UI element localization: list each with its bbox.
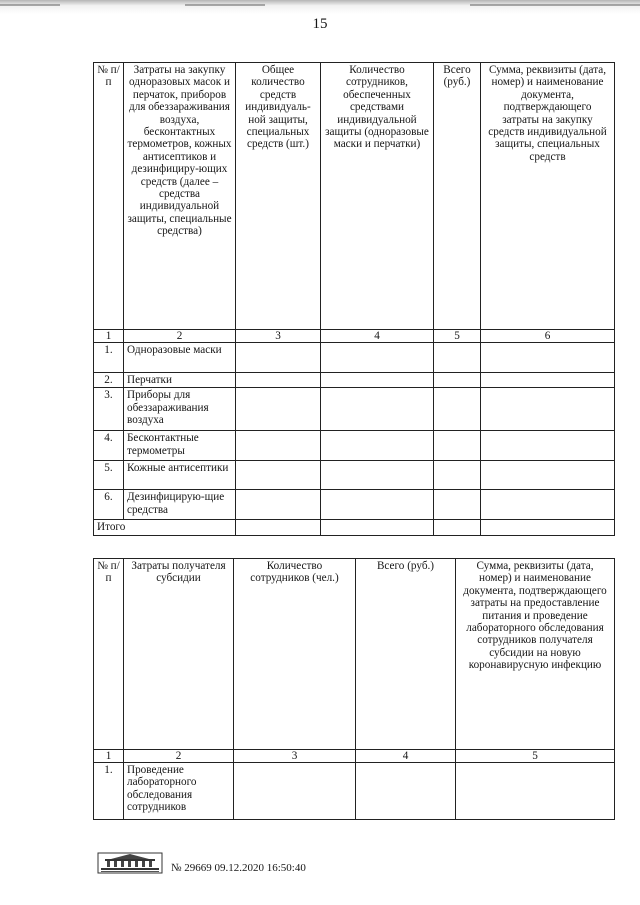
row-number: 1. <box>94 763 124 820</box>
column-number-row <box>94 750 615 763</box>
scan-artifact <box>185 4 265 6</box>
empty-cell <box>236 461 321 490</box>
empty-cell <box>234 763 356 820</box>
empty-cell <box>481 520 615 535</box>
empty-cell <box>456 763 615 820</box>
column-number: 4 <box>356 750 456 763</box>
empty-cell <box>434 388 481 431</box>
column-number: 4 <box>321 330 434 343</box>
empty-cell <box>321 520 434 535</box>
empty-cell <box>434 343 481 373</box>
empty-cell <box>236 490 321 520</box>
row-number: 4. <box>94 431 124 461</box>
empty-cell <box>236 431 321 461</box>
column-number: 5 <box>434 330 481 343</box>
empty-cell <box>434 490 481 520</box>
empty-cell <box>321 343 434 373</box>
header-cell: Всего (руб.) <box>356 559 456 750</box>
empty-cell <box>434 520 481 535</box>
row-label: Приборы для обеззараживания воздуха <box>124 388 236 431</box>
total-label: Итого <box>94 520 236 535</box>
row-label: Кожные антисептики <box>124 461 236 490</box>
column-number: 2 <box>124 330 236 343</box>
header-cell: Общее количество средств индивидуаль-ной защиты, специальных средств (шт.) <box>236 63 321 330</box>
empty-cell <box>321 461 434 490</box>
empty-cell <box>434 431 481 461</box>
header-cell: Всего (руб.) <box>434 63 481 330</box>
column-number: 1 <box>94 750 124 763</box>
scan-artifact <box>0 4 60 6</box>
document-footer <box>97 848 497 880</box>
header-cell: Количество сотрудников (чел.) <box>234 559 356 750</box>
page-number: 15 <box>312 16 328 32</box>
column-number-row <box>94 330 615 343</box>
ppe-costs-table <box>93 62 615 536</box>
table-row <box>94 763 615 820</box>
table-header-row <box>94 63 615 330</box>
empty-cell <box>321 431 434 461</box>
row-label: Проведение лабораторного обследования сотрудников <box>124 763 234 820</box>
lab-testing-costs-table <box>93 558 615 820</box>
row-number: 3. <box>94 388 124 431</box>
empty-cell <box>481 431 615 461</box>
empty-cell <box>236 343 321 373</box>
empty-cell <box>321 373 434 388</box>
header-cell: Количество сотрудников, обеспеченных средствами индивидуальной защиты (одноразовые маски и перчатки) <box>321 63 434 330</box>
document-registration-number: № 29669 09.12.2020 16:50:40 <box>171 862 306 874</box>
row-number: 5. <box>94 461 124 490</box>
row-number: 1. <box>94 343 124 373</box>
table-row <box>94 461 615 490</box>
scan-edge-shadow <box>0 0 640 14</box>
header-cell: Затраты получателя субсидии <box>124 559 234 750</box>
row-number: 6. <box>94 490 124 520</box>
column-number: 1 <box>94 330 124 343</box>
row-label: Бесконтактные термометры <box>124 431 236 461</box>
empty-cell <box>321 388 434 431</box>
empty-cell <box>356 763 456 820</box>
empty-cell <box>321 490 434 520</box>
row-label: Перчатки <box>124 373 236 388</box>
table-row <box>94 490 615 520</box>
column-number: 5 <box>456 750 615 763</box>
header-cell: Затраты на закупку одноразовых масок и перчаток, приборов для обеззараживания воздуха, бесконтактных термометров, кожных антисептиков и дезинфициру-ющих средств (далее – средства индивидуальной защиты, специальные средства) <box>124 63 236 330</box>
column-number: 2 <box>124 750 234 763</box>
header-cell: Сумма, реквизиты (дата, номер) и наименование документа, подтверждающего затраты на предоставление питания и проведение лабораторного обследования сотрудников получателя субсидии на новую коронавирусную инфекцию <box>456 559 615 750</box>
column-number: 3 <box>236 330 321 343</box>
header-cell: Сумма, реквизиты (дата, номер) и наименование документа, подтверждающего затраты на закупку средств индивидуальной защиты, специальных средств <box>481 63 615 330</box>
empty-cell <box>236 520 321 535</box>
empty-cell <box>481 373 615 388</box>
scan-artifact <box>470 4 640 6</box>
empty-cell <box>481 343 615 373</box>
row-label: Одноразовые маски <box>124 343 236 373</box>
header-cell: № п/п <box>94 63 124 330</box>
table-row <box>94 373 615 388</box>
row-number: 2. <box>94 373 124 388</box>
empty-cell <box>481 490 615 520</box>
empty-cell <box>434 461 481 490</box>
empty-cell <box>236 388 321 431</box>
table-row <box>94 431 615 461</box>
table-row <box>94 388 615 431</box>
empty-cell <box>481 461 615 490</box>
row-label: Дезинфицирую-щие средства <box>124 490 236 520</box>
empty-cell <box>434 373 481 388</box>
empty-cell <box>236 373 321 388</box>
empty-cell <box>481 388 615 431</box>
header-cell: № п/п <box>94 559 124 750</box>
column-number: 3 <box>234 750 356 763</box>
total-row <box>94 520 615 535</box>
table-row <box>94 343 615 373</box>
column-number: 6 <box>481 330 615 343</box>
table-header-row <box>94 559 615 750</box>
government-building-stamp-icon <box>97 852 163 874</box>
